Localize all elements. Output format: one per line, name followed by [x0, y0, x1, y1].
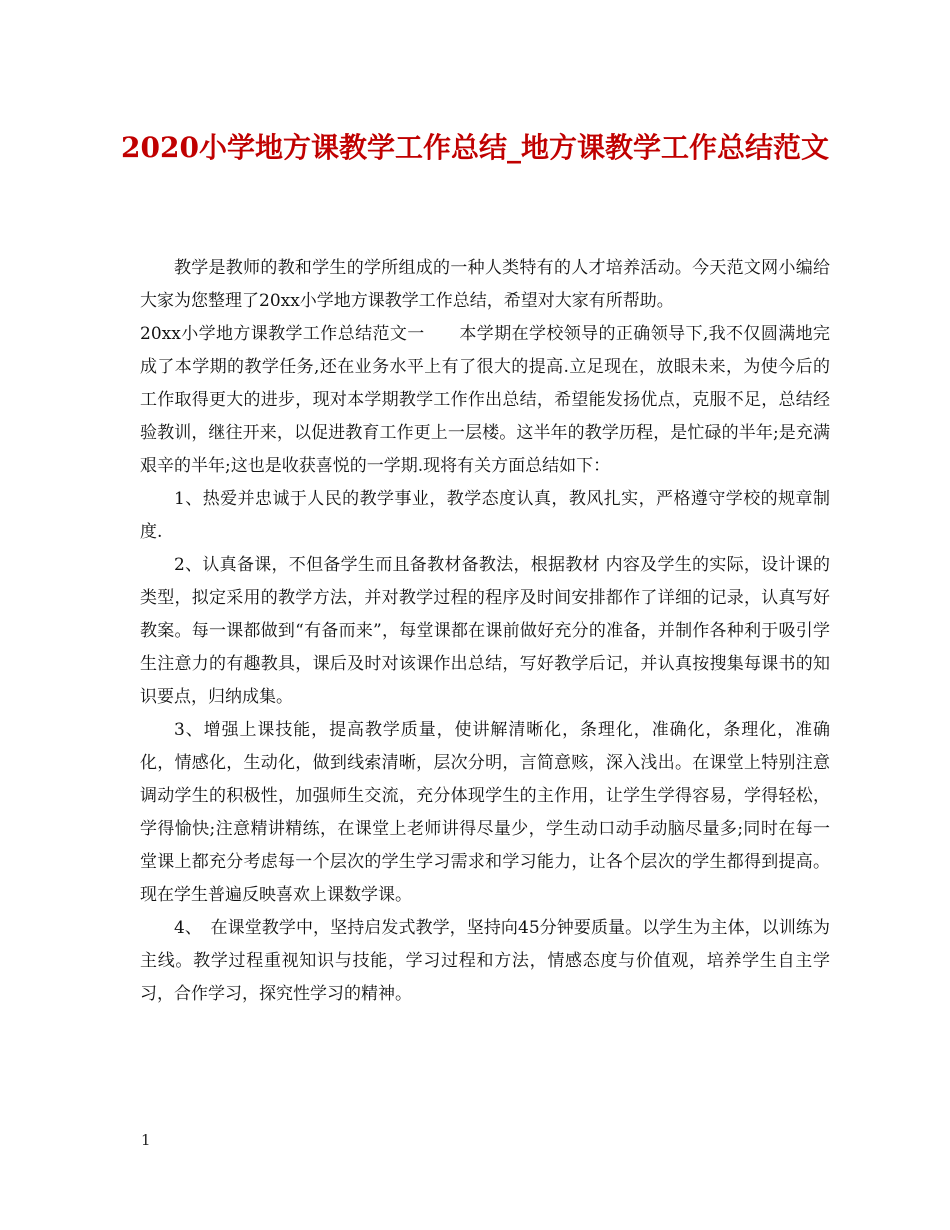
intro-paragraph: 教学是教师的教和学生的学所组成的一种人类特有的人才培养活动。今天范文网小编给大家为您整理了20xx小学地方课教学工作总结，希望对大家有所帮助。 — [140, 258, 830, 311]
document-body — [140, 252, 830, 1011]
point-3-paragraph: 3、增强上课技能，提高教学质量，使讲解清晰化，条理化，准确化，条理化，准确化，情感化，生动化，做到线索清晰，层次分明，言简意赅，深入浅出。在课堂上特别注意调动学生的积极性，加强师生交流，充分体现学生的主作用，让学生学得容易，学得轻松，学得愉快;注意精讲精练，在课堂上老师讲得尽量少，学生动口动手动脑尽量多;同时在每一堂课上都充分考虑每一个层次的学生学习需求和学习能力，让各个层次的学生都得到提高。现在学生普遍反映喜欢上课数学课。 — [140, 720, 830, 905]
document-title: 2020小学地方课教学工作总结_地方课教学工作总结范文 — [121, 131, 829, 164]
summary-paragraph: 20xx小学地方课教学工作总结范文一 本学期在学校领导的正确领导下,我不仅圆满地完成了本学期的教学任务,还在业务水平上有了很大的提高.立足现在，放眼未来，为使今后的工作取得更大的进步，现对本学期教学工作作出总结，希望能发扬优点，克服不足，总结经验教训，继往开来，以促进教育工作更上一层楼。这半年的教学历程，是忙碌的半年;是充满艰辛的半年;这也是收获喜悦的一学期.现将有关方面总结如下： — [140, 324, 830, 476]
point-4-paragraph: 4、 在课堂教学中，坚持启发式教学，坚持向45分钟要质量。以学生为主体，以训练为主线。教学过程重视知识与技能，学习过程和方法，情感态度与价值观，培养学生自主学习，合作学习，探究性学习的精神。 — [140, 918, 830, 1004]
point-2-paragraph: 2、认真备课，不但备学生而且备教材备教法，根据教材 内容及学生的实际，设计课的类型，拟定采用的教学方法，并对教学过程的程序及时间安排都作了详细的记录，认真写好教案。每一课都做到“有备而来”，每堂课都在课前做好充分的准备，并制作各种利于吸引学生注意力的有趣教具，课后及时对该课作出总结，写好教学后记，并认真按搜集每课书的知识要点，归纳成集。 — [140, 555, 830, 707]
page-number: 1 — [141, 1131, 151, 1149]
point-1-paragraph: 1、热爱并忠诚于人民的教学事业，教学态度认真，教风扎实，严格遵守学校的规章制度. — [140, 489, 830, 542]
